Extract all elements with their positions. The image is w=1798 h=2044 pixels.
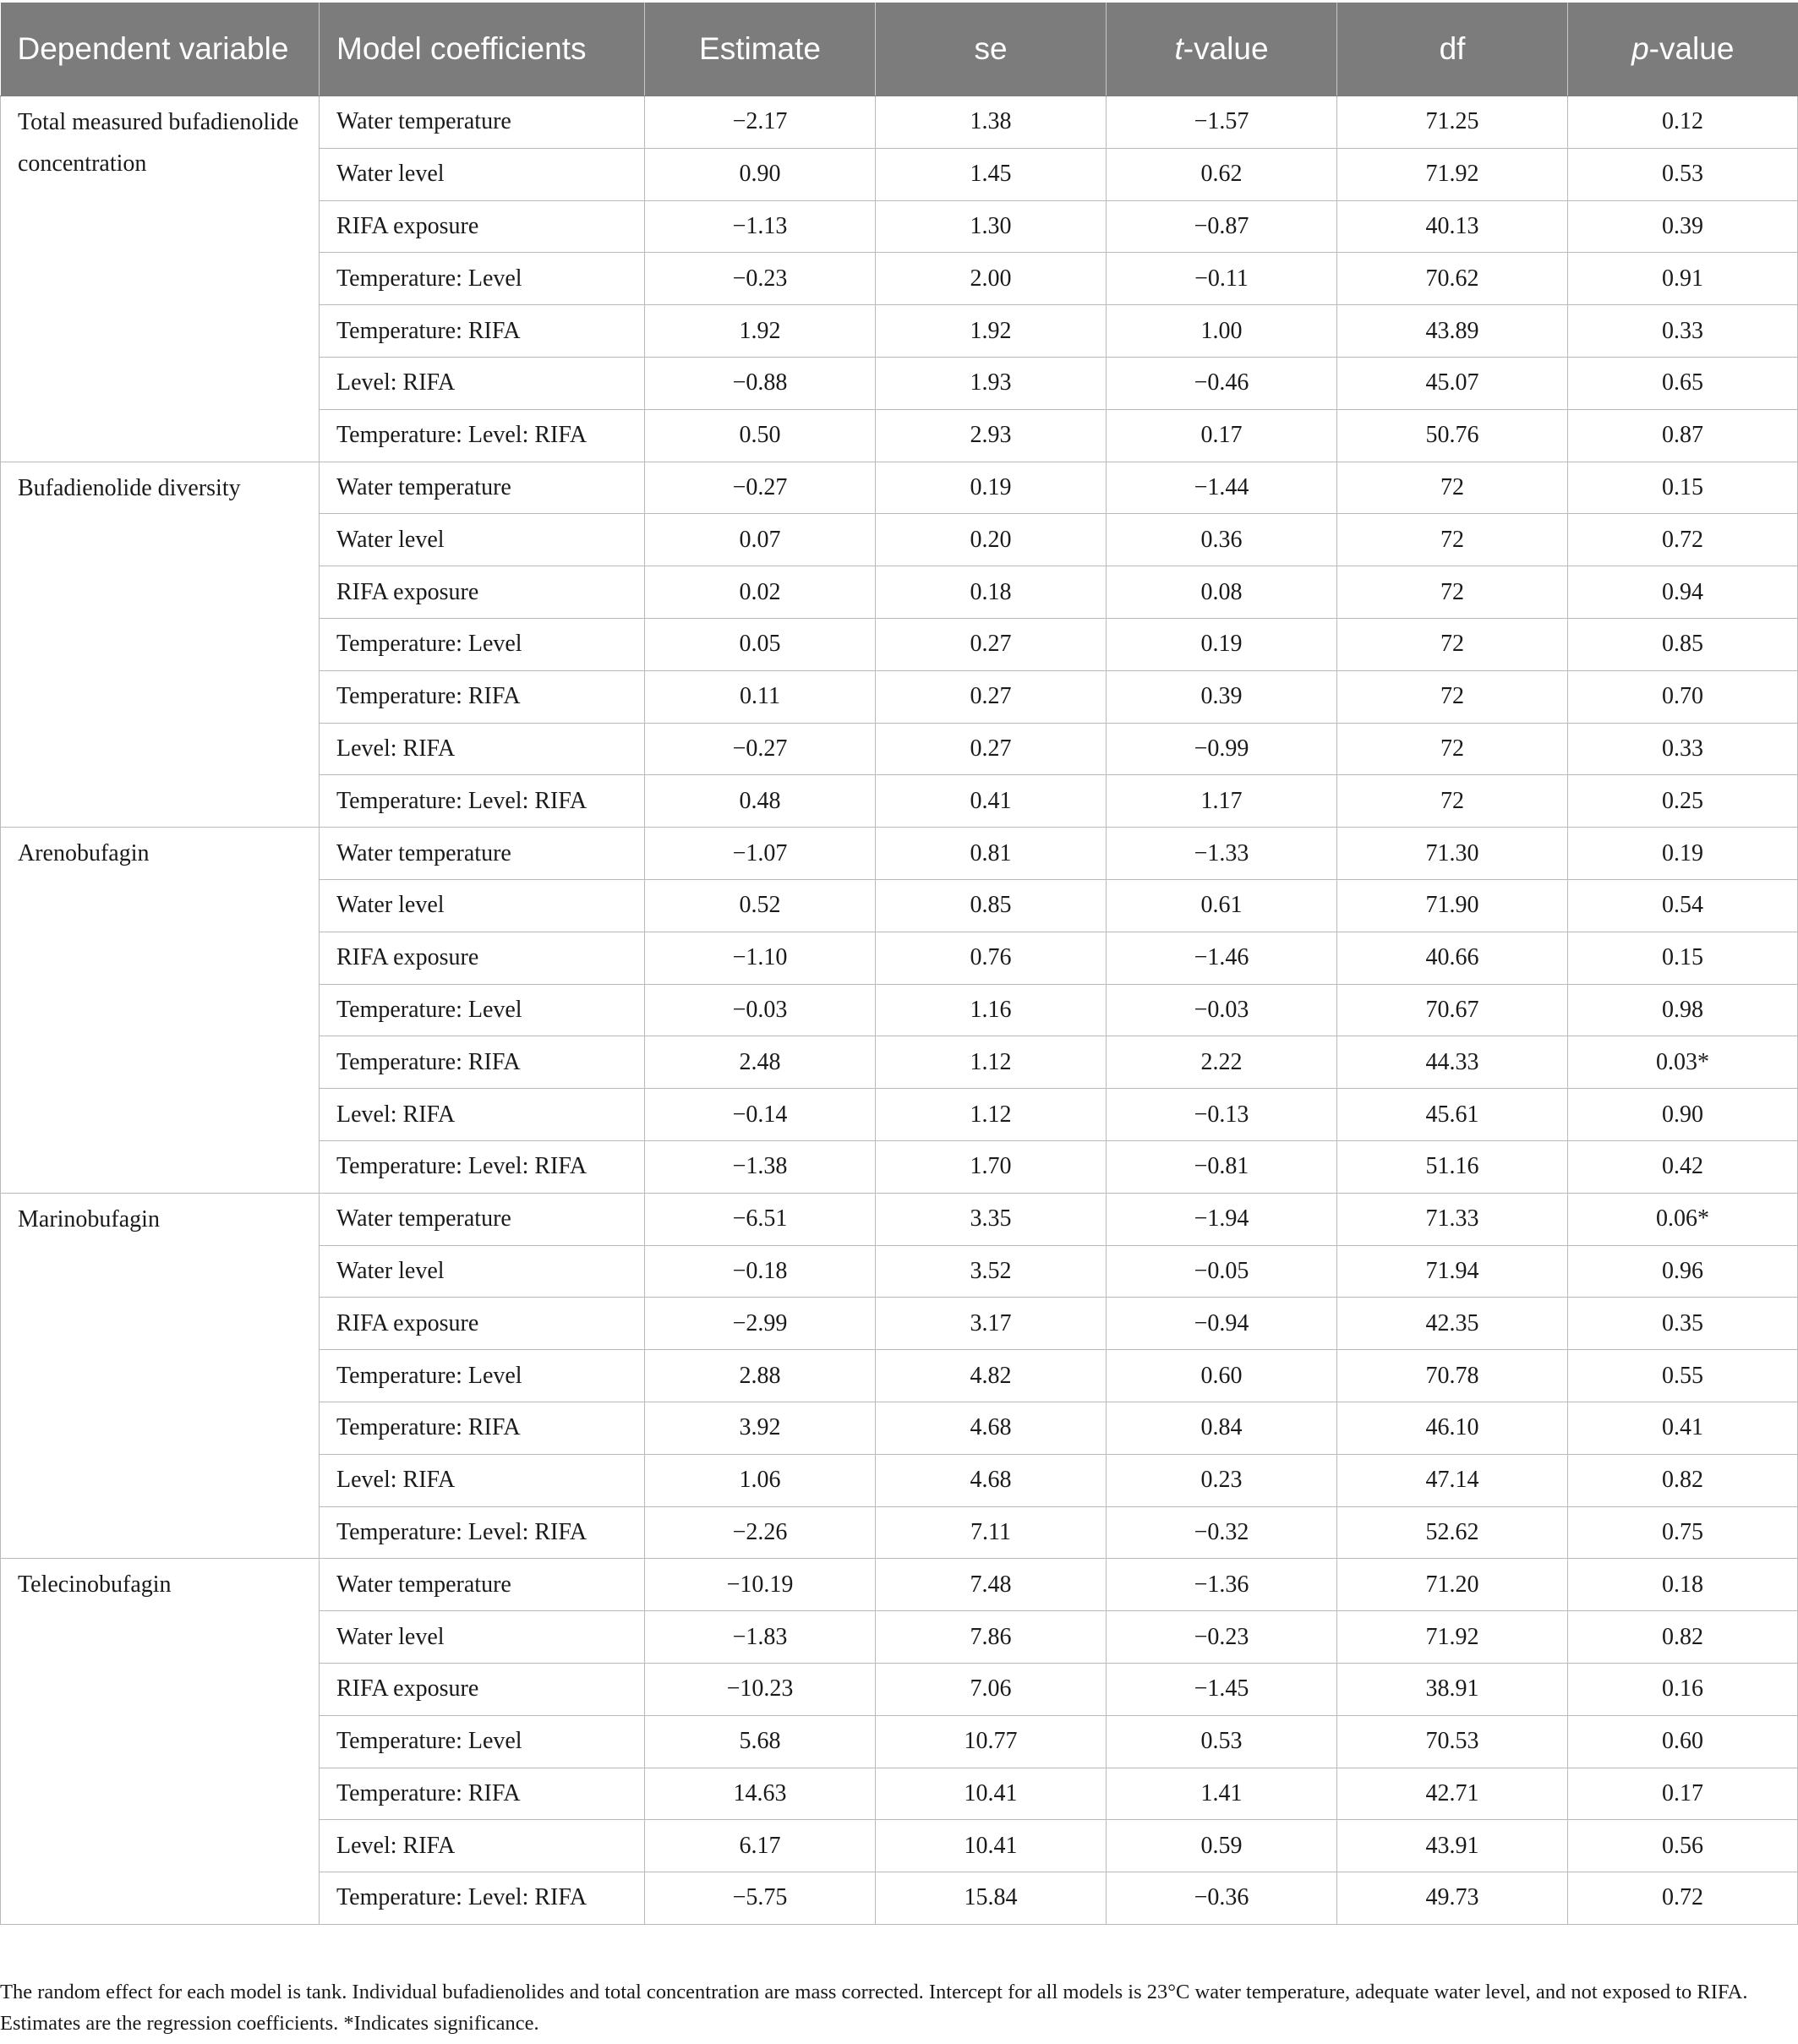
dependent-variable-cell: Arenobufagin [1, 828, 320, 1194]
df-cell: 43.91 [1337, 1820, 1568, 1872]
p-value-cell: 0.75 [1568, 1506, 1798, 1559]
coefficient-cell: Temperature: RIFA [320, 670, 645, 723]
table-footnote: The random effect for each model is tank. Individual bufadienolides and total concentration are mass corrected. Intercept for all models is 23°C water temperature, adequate water level, and not exposed to RIFA. Estimates are the regression coefficients. *Indicates significance. [0, 1981, 1748, 2035]
se-cell: 3.17 [876, 1298, 1107, 1350]
df-cell: 70.67 [1337, 984, 1568, 1036]
coefficient-cell: Water temperature [320, 1193, 645, 1245]
p-value-cell: 0.90 [1568, 1089, 1798, 1141]
coefficient-cell: Water level [320, 148, 645, 200]
t-value-cell: −0.11 [1107, 253, 1337, 305]
t-value-cell: 1.00 [1107, 305, 1337, 358]
coefficient-cell: Level: RIFA [320, 1089, 645, 1141]
p-value-cell: 0.82 [1568, 1454, 1798, 1506]
header-row [1, 3, 1798, 96]
t-value-cell: 0.36 [1107, 514, 1337, 566]
se-cell: 0.76 [876, 932, 1107, 984]
estimate-cell: 14.63 [645, 1768, 876, 1820]
coefficient-cell: Level: RIFA [320, 1820, 645, 1872]
df-cell: 72 [1337, 775, 1568, 828]
df-cell: 45.61 [1337, 1089, 1568, 1141]
t-value-cell: 0.53 [1107, 1715, 1337, 1768]
df-cell: 47.14 [1337, 1454, 1568, 1506]
p-value-cell: 0.65 [1568, 357, 1798, 409]
header-dependent-variable: Dependent variable [1, 3, 320, 96]
dependent-variable-cell: Marinobufagin [1, 1193, 320, 1559]
p-value-cell: 0.25 [1568, 775, 1798, 828]
header-se: se [876, 3, 1107, 96]
t-value-cell: −0.03 [1107, 984, 1337, 1036]
se-cell: 0.20 [876, 514, 1107, 566]
table-row [1, 828, 1798, 880]
se-cell: 0.41 [876, 775, 1107, 828]
df-cell: 49.73 [1337, 1872, 1568, 1925]
p-value-cell: 0.35 [1568, 1298, 1798, 1350]
estimate-cell: −0.27 [645, 462, 876, 514]
df-cell: 71.25 [1337, 96, 1568, 149]
t-value-cell: 0.61 [1107, 879, 1337, 932]
estimate-cell: 1.92 [645, 305, 876, 358]
df-cell: 71.94 [1337, 1245, 1568, 1298]
estimate-cell: 0.52 [645, 879, 876, 932]
p-value-cell: 0.42 [1568, 1140, 1798, 1193]
estimate-cell: −0.27 [645, 723, 876, 775]
df-cell: 46.10 [1337, 1402, 1568, 1454]
se-cell: 3.52 [876, 1245, 1107, 1298]
se-cell: 0.18 [876, 566, 1107, 619]
header-p-italic: p [1631, 31, 1649, 66]
p-value-cell: 0.72 [1568, 1872, 1798, 1925]
header-p-suffix: -value [1648, 31, 1735, 66]
t-value-cell: −0.32 [1107, 1506, 1337, 1559]
p-value-cell: 0.98 [1568, 984, 1798, 1036]
df-cell: 72 [1337, 514, 1568, 566]
df-cell: 42.71 [1337, 1768, 1568, 1820]
se-cell: 15.84 [876, 1872, 1107, 1925]
df-cell: 51.16 [1337, 1140, 1568, 1193]
t-value-cell: −1.45 [1107, 1663, 1337, 1715]
se-cell: 2.00 [876, 253, 1107, 305]
coefficient-cell: Water temperature [320, 1559, 645, 1611]
se-cell: 10.41 [876, 1768, 1107, 1820]
p-value-cell: 0.96 [1568, 1245, 1798, 1298]
df-cell: 71.92 [1337, 148, 1568, 200]
df-cell: 72 [1337, 670, 1568, 723]
dependent-variable-cell: Total measured bufadienolide concentration [1, 96, 320, 462]
coefficient-cell: Level: RIFA [320, 1454, 645, 1506]
t-value-cell: 0.59 [1107, 1820, 1337, 1872]
p-value-cell: 0.87 [1568, 409, 1798, 462]
p-value-cell: 0.56 [1568, 1820, 1798, 1872]
table-body [1, 96, 1798, 1925]
results-table [0, 3, 1798, 1925]
coefficient-cell: Temperature: Level [320, 253, 645, 305]
estimate-cell: 0.05 [645, 618, 876, 670]
se-cell: 0.81 [876, 828, 1107, 880]
t-value-cell: 2.22 [1107, 1036, 1337, 1089]
se-cell: 7.86 [876, 1611, 1107, 1664]
header-df: df [1337, 3, 1568, 96]
p-value-cell: 0.85 [1568, 618, 1798, 670]
estimate-cell: 0.11 [645, 670, 876, 723]
coefficient-cell: Water level [320, 879, 645, 932]
se-cell: 1.16 [876, 984, 1107, 1036]
p-value-cell: 0.55 [1568, 1350, 1798, 1402]
coefficient-cell: Temperature: RIFA [320, 1036, 645, 1089]
p-value-cell: 0.39 [1568, 200, 1798, 253]
table-row [1, 1193, 1798, 1245]
estimate-cell: −10.19 [645, 1559, 876, 1611]
p-value-cell: 0.53 [1568, 148, 1798, 200]
se-cell: 1.38 [876, 96, 1107, 149]
estimate-cell: 2.48 [645, 1036, 876, 1089]
se-cell: 1.45 [876, 148, 1107, 200]
estimate-cell: −1.07 [645, 828, 876, 880]
coefficient-cell: Temperature: Level: RIFA [320, 1872, 645, 1925]
estimate-cell: 5.68 [645, 1715, 876, 1768]
table-header [1, 3, 1798, 96]
p-value-cell: 0.12 [1568, 96, 1798, 149]
p-value-cell: 0.18 [1568, 1559, 1798, 1611]
t-value-cell: −0.36 [1107, 1872, 1337, 1925]
df-cell: 72 [1337, 723, 1568, 775]
t-value-cell: −0.23 [1107, 1611, 1337, 1664]
coefficient-cell: RIFA exposure [320, 566, 645, 619]
t-value-cell: −0.81 [1107, 1140, 1337, 1193]
df-cell: 70.78 [1337, 1350, 1568, 1402]
estimate-cell: 3.92 [645, 1402, 876, 1454]
coefficient-cell: RIFA exposure [320, 200, 645, 253]
coefficient-cell: Temperature: Level: RIFA [320, 409, 645, 462]
t-value-cell: 1.41 [1107, 1768, 1337, 1820]
se-cell: 7.06 [876, 1663, 1107, 1715]
coefficient-cell: Temperature: Level: RIFA [320, 1506, 645, 1559]
p-value-cell: 0.94 [1568, 566, 1798, 619]
t-value-cell: 0.84 [1107, 1402, 1337, 1454]
t-value-cell: −1.57 [1107, 96, 1337, 149]
estimate-cell: −1.38 [645, 1140, 876, 1193]
se-cell: 10.41 [876, 1820, 1107, 1872]
df-cell: 72 [1337, 566, 1568, 619]
dependent-variable-cell: Bufadienolide diversity [1, 462, 320, 828]
coefficient-cell: Level: RIFA [320, 357, 645, 409]
se-cell: 1.70 [876, 1140, 1107, 1193]
t-value-cell: 0.17 [1107, 409, 1337, 462]
coefficient-cell: Level: RIFA [320, 723, 645, 775]
se-cell: 3.35 [876, 1193, 1107, 1245]
coefficient-cell: Temperature: RIFA [320, 1768, 645, 1820]
se-cell: 1.12 [876, 1089, 1107, 1141]
coefficient-cell: RIFA exposure [320, 1298, 645, 1350]
header-t-italic: t [1174, 31, 1183, 66]
p-value-cell: 0.91 [1568, 253, 1798, 305]
se-cell: 0.19 [876, 462, 1107, 514]
coefficient-cell: RIFA exposure [320, 1663, 645, 1715]
estimate-cell: −0.14 [645, 1089, 876, 1141]
p-value-cell: 0.19 [1568, 828, 1798, 880]
se-cell: 0.27 [876, 723, 1107, 775]
estimate-cell: −1.10 [645, 932, 876, 984]
se-cell: 10.77 [876, 1715, 1107, 1768]
df-cell: 45.07 [1337, 357, 1568, 409]
t-value-cell: −1.44 [1107, 462, 1337, 514]
estimate-cell: −1.13 [645, 200, 876, 253]
p-value-cell: 0.15 [1568, 932, 1798, 984]
coefficient-cell: Water level [320, 1245, 645, 1298]
p-value-cell: 0.03* [1568, 1036, 1798, 1089]
estimate-cell: 0.50 [645, 409, 876, 462]
df-cell: 42.35 [1337, 1298, 1568, 1350]
df-cell: 44.33 [1337, 1036, 1568, 1089]
df-cell: 70.62 [1337, 253, 1568, 305]
coefficient-cell: Temperature: Level [320, 984, 645, 1036]
se-cell: 7.11 [876, 1506, 1107, 1559]
table-row [1, 462, 1798, 514]
estimate-cell: −6.51 [645, 1193, 876, 1245]
header-t-suffix: -value [1183, 31, 1269, 66]
t-value-cell: −1.94 [1107, 1193, 1337, 1245]
table-row [1, 1559, 1798, 1611]
coefficient-cell: Water level [320, 514, 645, 566]
coefficient-cell: Temperature: Level [320, 618, 645, 670]
df-cell: 71.30 [1337, 828, 1568, 880]
estimate-cell: −1.83 [645, 1611, 876, 1664]
t-value-cell: 0.39 [1107, 670, 1337, 723]
p-value-cell: 0.33 [1568, 305, 1798, 358]
se-cell: 1.30 [876, 200, 1107, 253]
df-cell: 72 [1337, 618, 1568, 670]
estimate-cell: 1.06 [645, 1454, 876, 1506]
t-value-cell: −0.13 [1107, 1089, 1337, 1141]
p-value-cell: 0.60 [1568, 1715, 1798, 1768]
header-t-value [1107, 3, 1337, 96]
estimate-cell: 6.17 [645, 1820, 876, 1872]
t-value-cell: −0.99 [1107, 723, 1337, 775]
coefficient-cell: Temperature: Level [320, 1715, 645, 1768]
estimate-cell: −2.17 [645, 96, 876, 149]
se-cell: 4.82 [876, 1350, 1107, 1402]
df-cell: 71.33 [1337, 1193, 1568, 1245]
p-value-cell: 0.17 [1568, 1768, 1798, 1820]
header-p-value [1568, 3, 1798, 96]
df-cell: 52.62 [1337, 1506, 1568, 1559]
df-cell: 50.76 [1337, 409, 1568, 462]
df-cell: 70.53 [1337, 1715, 1568, 1768]
t-value-cell: −0.94 [1107, 1298, 1337, 1350]
p-value-cell: 0.70 [1568, 670, 1798, 723]
coefficient-cell: Water level [320, 1611, 645, 1664]
coefficient-cell: Temperature: Level [320, 1350, 645, 1402]
t-value-cell: −1.36 [1107, 1559, 1337, 1611]
se-cell: 0.85 [876, 879, 1107, 932]
p-value-cell: 0.41 [1568, 1402, 1798, 1454]
se-cell: 7.48 [876, 1559, 1107, 1611]
table-row [1, 96, 1798, 149]
estimate-cell: −0.18 [645, 1245, 876, 1298]
se-cell: 4.68 [876, 1454, 1107, 1506]
se-cell: 0.27 [876, 618, 1107, 670]
header-model-coefficients: Model coefficients [320, 3, 645, 96]
coefficient-cell: Water temperature [320, 96, 645, 149]
estimate-cell: −5.75 [645, 1872, 876, 1925]
se-cell: 2.93 [876, 409, 1107, 462]
se-cell: 1.12 [876, 1036, 1107, 1089]
df-cell: 43.89 [1337, 305, 1568, 358]
estimate-cell: −0.88 [645, 357, 876, 409]
estimate-cell: 0.48 [645, 775, 876, 828]
dependent-variable-cell: Telecinobufagin [1, 1559, 320, 1925]
t-value-cell: 0.08 [1107, 566, 1337, 619]
p-value-cell: 0.82 [1568, 1611, 1798, 1664]
estimate-cell: 0.07 [645, 514, 876, 566]
t-value-cell: −0.05 [1107, 1245, 1337, 1298]
coefficient-cell: Water temperature [320, 462, 645, 514]
coefficient-cell: RIFA exposure [320, 932, 645, 984]
se-cell: 0.27 [876, 670, 1107, 723]
t-value-cell: 0.23 [1107, 1454, 1337, 1506]
se-cell: 4.68 [876, 1402, 1107, 1454]
estimate-cell: 0.90 [645, 148, 876, 200]
df-cell: 38.91 [1337, 1663, 1568, 1715]
t-value-cell: −0.87 [1107, 200, 1337, 253]
coefficient-cell: Water temperature [320, 828, 645, 880]
estimate-cell: −2.99 [645, 1298, 876, 1350]
t-value-cell: 1.17 [1107, 775, 1337, 828]
estimate-cell: 2.88 [645, 1350, 876, 1402]
se-cell: 1.93 [876, 357, 1107, 409]
t-value-cell: 0.19 [1107, 618, 1337, 670]
df-cell: 71.90 [1337, 879, 1568, 932]
t-value-cell: −1.33 [1107, 828, 1337, 880]
p-value-cell: 0.33 [1568, 723, 1798, 775]
header-estimate: Estimate [645, 3, 876, 96]
p-value-cell: 0.54 [1568, 879, 1798, 932]
estimate-cell: 0.02 [645, 566, 876, 619]
p-value-cell: 0.72 [1568, 514, 1798, 566]
coefficient-cell: Temperature: RIFA [320, 305, 645, 358]
p-value-cell: 0.06* [1568, 1193, 1798, 1245]
coefficient-cell: Temperature: RIFA [320, 1402, 645, 1454]
df-cell: 72 [1337, 462, 1568, 514]
df-cell: 40.13 [1337, 200, 1568, 253]
estimate-cell: −2.26 [645, 1506, 876, 1559]
t-value-cell: −0.46 [1107, 357, 1337, 409]
estimate-cell: −0.03 [645, 984, 876, 1036]
p-value-cell: 0.16 [1568, 1663, 1798, 1715]
coefficient-cell: Temperature: Level: RIFA [320, 775, 645, 828]
t-value-cell: 0.62 [1107, 148, 1337, 200]
t-value-cell: −1.46 [1107, 932, 1337, 984]
estimate-cell: −10.23 [645, 1663, 876, 1715]
coefficient-cell: Temperature: Level: RIFA [320, 1140, 645, 1193]
df-cell: 71.92 [1337, 1611, 1568, 1664]
p-value-cell: 0.15 [1568, 462, 1798, 514]
df-cell: 40.66 [1337, 932, 1568, 984]
se-cell: 1.92 [876, 305, 1107, 358]
estimate-cell: −0.23 [645, 253, 876, 305]
t-value-cell: 0.60 [1107, 1350, 1337, 1402]
df-cell: 71.20 [1337, 1559, 1568, 1611]
